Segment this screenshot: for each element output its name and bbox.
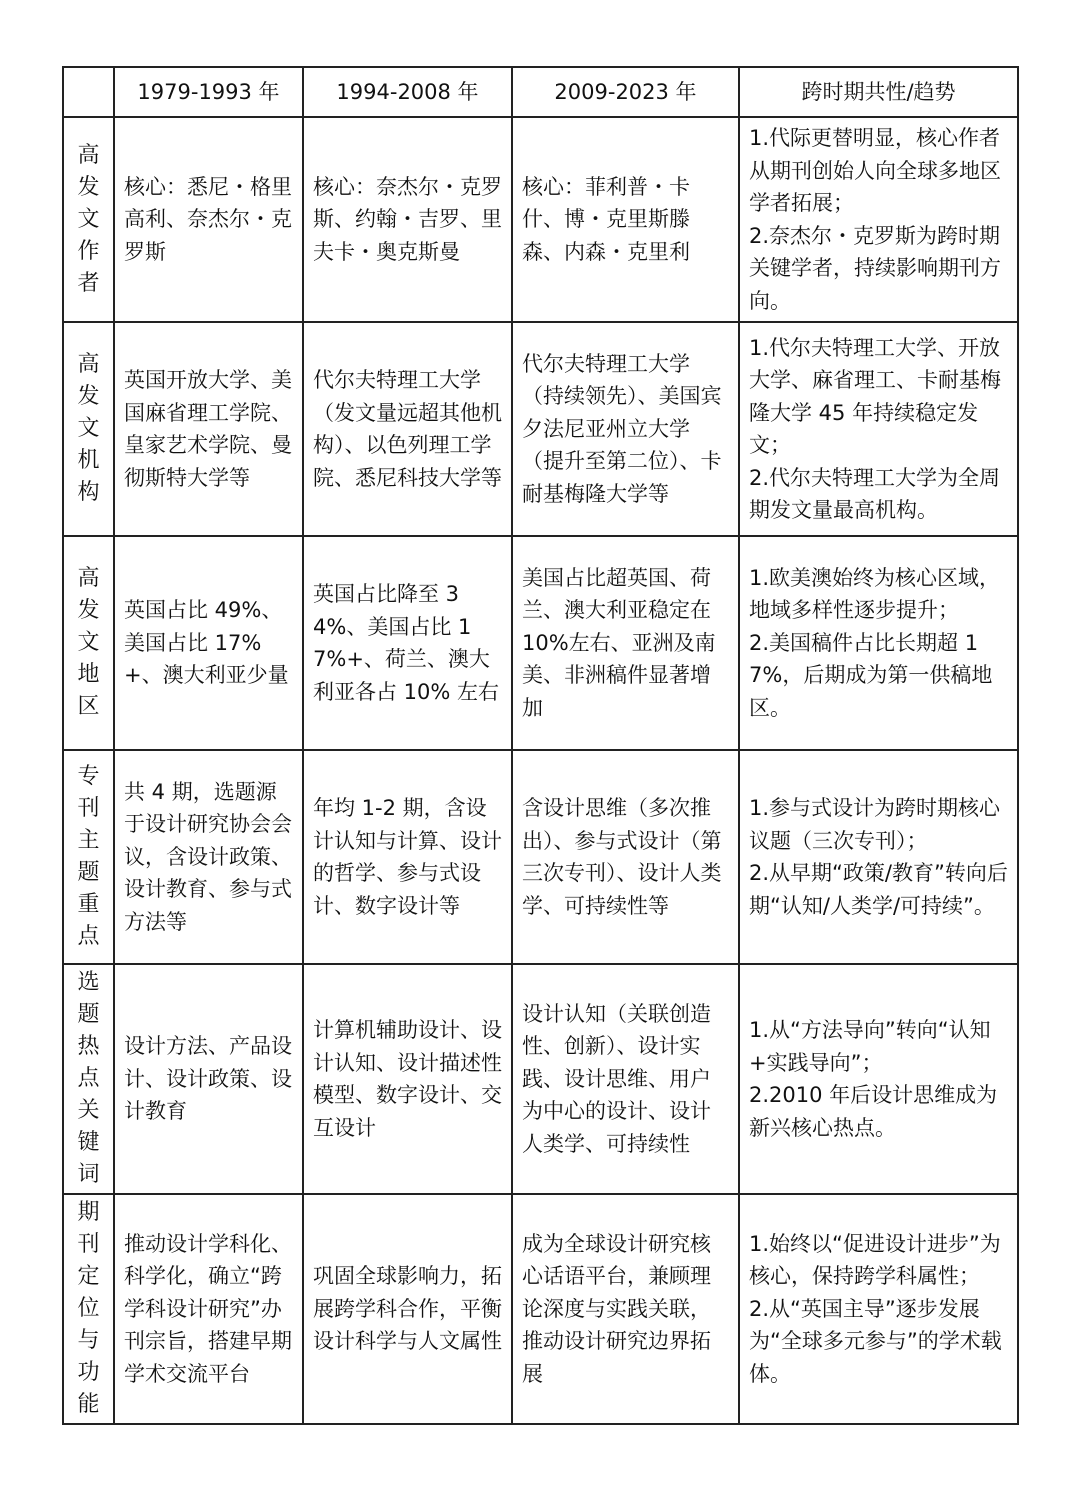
table-cell: 1.代际更替明显，核心作者从期刊创始人向全球多地区学者拓展； 2.奈杰尔・克罗斯为跨时期关键学者，持续影响期刊方向。	[739, 117, 1018, 322]
comparison-table	[62, 66, 1019, 1425]
table-cell: 核心：菲利普・卡什、博・克里斯滕森、内森・克里利	[512, 117, 739, 322]
table-cell: 年均 1-2 期，含设计认知与计算、设计的哲学、参与式设计、数字设计等	[303, 750, 512, 964]
header-corner	[63, 67, 114, 117]
table-cell: 1.始终以“促进设计进步”为核心，保持跨学科属性； 2.从“英国主导”逐步发展为“全球多元参与”的学术载体。	[739, 1194, 1018, 1424]
table-cell: 设计方法、产品设计、设计政策、设计教育	[114, 964, 303, 1194]
row-label-authors: 高发文作者	[63, 117, 114, 322]
table-cell: 核心：悉尼・格里高利、奈杰尔・克罗斯	[114, 117, 303, 322]
table-row	[63, 322, 1018, 536]
table-cell: 共 4 期，选题源于设计研究协会会议，含设计政策、设计教育、参与式方法等	[114, 750, 303, 964]
table-cell: 含设计思维（多次推出）、参与式设计（第三次专刊）、设计人类学、可持续性等	[512, 750, 739, 964]
row-label-institutions: 高发文机构	[63, 322, 114, 536]
table-cell: 推动设计学科化、科学化，确立“跨学科设计研究”办刊宗旨，搭建早期学术交流平台	[114, 1194, 303, 1424]
table-cell: 计算机辅助设计、设计认知、设计描述性模型、数字设计、交互设计	[303, 964, 512, 1194]
table-row	[63, 117, 1018, 322]
row-label-hot-keywords: 选题热点关键词	[63, 964, 114, 1194]
row-label-special-issues: 专刊主题重点	[63, 750, 114, 964]
table-cell: 美国占比超英国、荷兰、澳大利亚稳定在 10%左右、亚洲及南美、非洲稿件显著增加	[512, 536, 739, 750]
header-row	[63, 67, 1018, 117]
table-cell: 1.欧美澳始终为核心区域，地域多样性逐步提升； 2.美国稿件占比长期超 17%，后期成为第一供稿地区。	[739, 536, 1018, 750]
table-cell: 1.从“方法导向”转向“认知+实践导向”； 2.2010 年后设计思维成为新兴核心热点。	[739, 964, 1018, 1194]
table-cell: 1.代尔夫特理工大学、开放大学、麻省理工、卡耐基梅隆大学 45 年持续稳定发文； 2.代尔夫特理工大学为全周期发文量最高机构。	[739, 322, 1018, 536]
table-row	[63, 750, 1018, 964]
table-cell: 英国占比 49%、美国占比 17%+、澳大利亚少量	[114, 536, 303, 750]
table-cell: 成为全球设计研究核心话语平台，兼顾理论深度与实践关联，推动设计研究边界拓展	[512, 1194, 739, 1424]
header-period-1979-1993: 1979-1993 年	[114, 67, 303, 117]
table-cell: 设计认知（关联创造性、创新）、设计实践、设计思维、用户为中心的设计、设计人类学、可持续性	[512, 964, 739, 1194]
table-cell: 巩固全球影响力，拓展跨学科合作，平衡设计科学与人文属性	[303, 1194, 512, 1424]
table-row	[63, 1194, 1018, 1424]
table-cell: 英国占比降至 34%、美国占比 17%+、荷兰、澳大利亚各占 10% 左右	[303, 536, 512, 750]
table-cell: 核心：奈杰尔・克罗斯、约翰・吉罗、里夫卡・奥克斯曼	[303, 117, 512, 322]
table-cell: 代尔夫特理工大学（发文量远超其他机构）、以色列理工学院、悉尼科技大学等	[303, 322, 512, 536]
row-label-regions: 高发文地区	[63, 536, 114, 750]
header-cross-period-trend: 跨时期共性/趋势	[739, 67, 1018, 117]
header-period-2009-2023: 2009-2023 年	[512, 67, 739, 117]
table-cell: 代尔夫特理工大学（持续领先）、美国宾夕法尼亚州立大学（提升至第二位）、卡耐基梅隆大学等	[512, 322, 739, 536]
table-cell: 英国开放大学、美国麻省理工学院、皇家艺术学院、曼彻斯特大学等	[114, 322, 303, 536]
table-cell: 1.参与式设计为跨时期核心议题（三次专刊）； 2.从早期“政策/教育”转向后期“认知/人类学/可持续”。	[739, 750, 1018, 964]
table-row	[63, 536, 1018, 750]
header-period-1994-2008: 1994-2008 年	[303, 67, 512, 117]
table-row	[63, 964, 1018, 1194]
row-label-positioning: 期刊定位与功能	[63, 1194, 114, 1424]
